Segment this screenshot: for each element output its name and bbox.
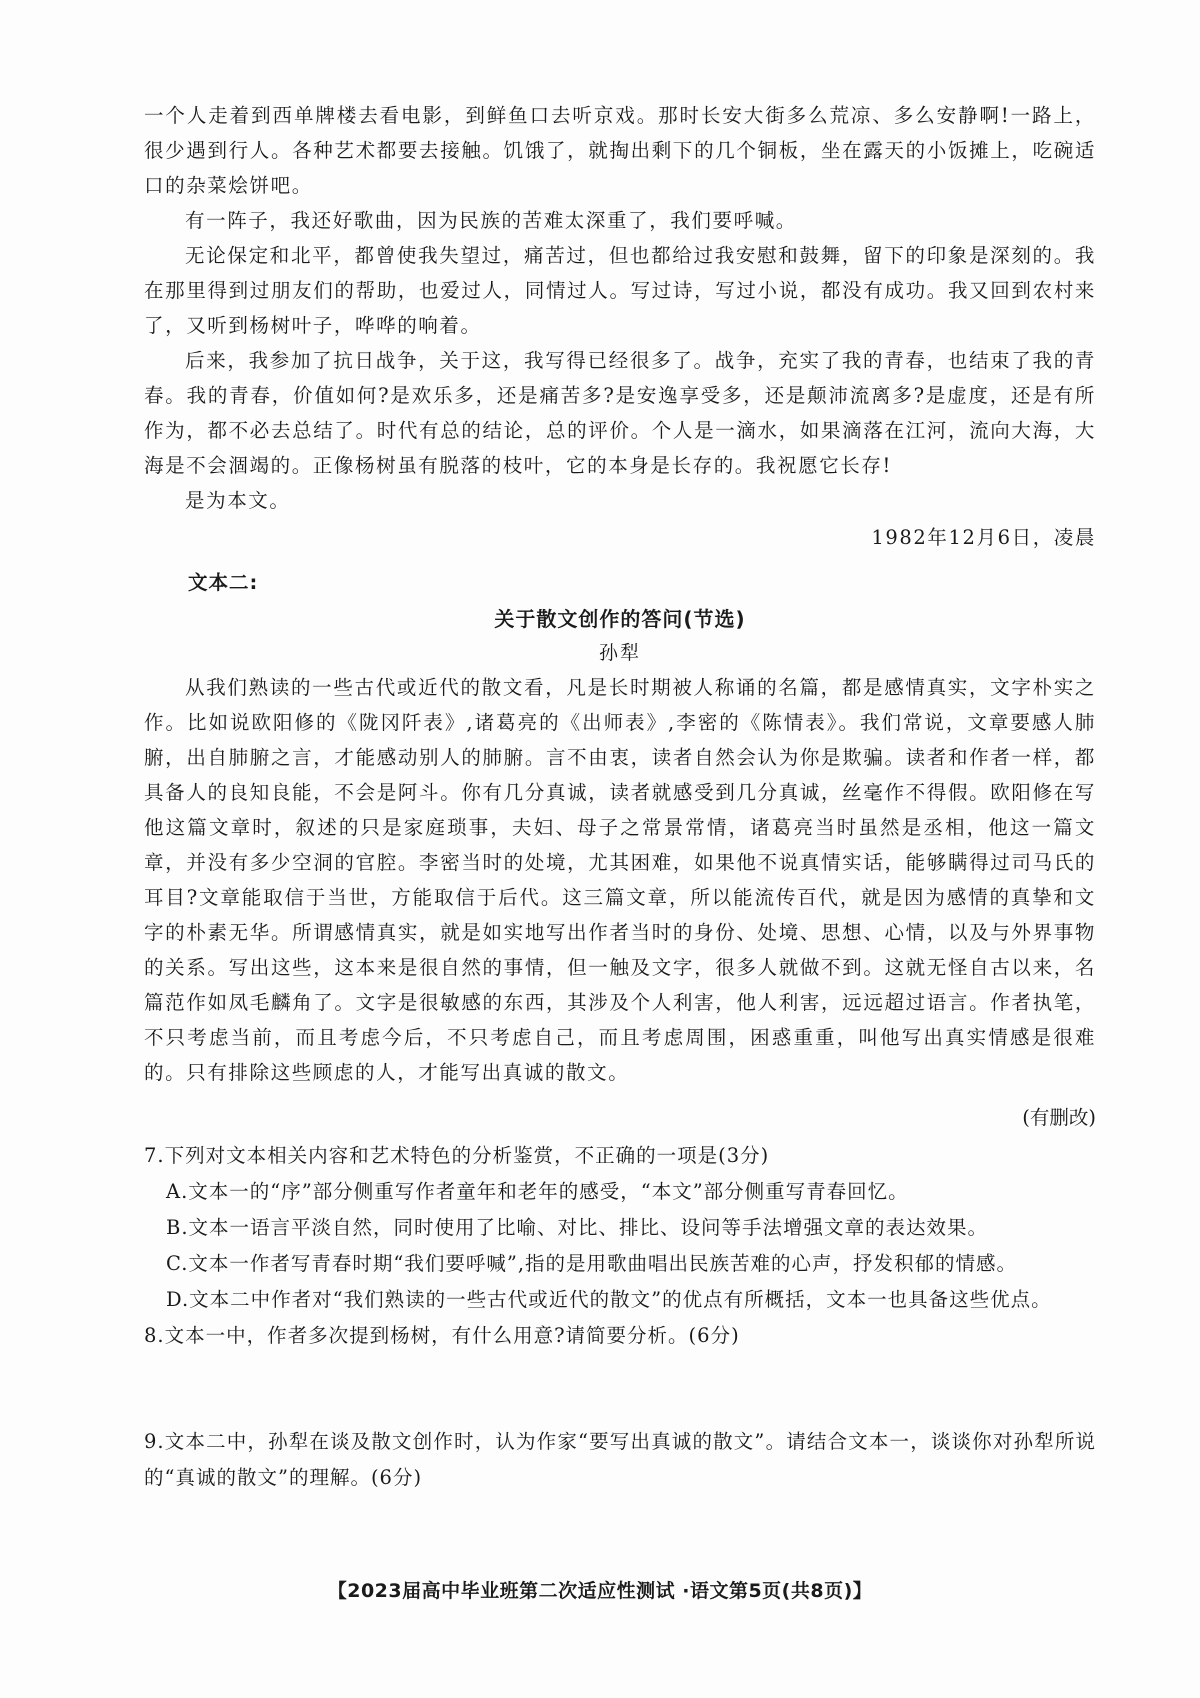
question-9: 9.文本二中，孙犁在谈及散文创作时，认为作家“要写出真诚的散文”。请结合文本一，谈谈你对孙犁所说的“真诚的散文”的理解。(6分): [144, 1430, 1096, 1489]
page-footer: 【2023届高中毕业班第二次适应性测试 ·语文第5页(共8页)】: [327, 1580, 873, 1602]
question-8: 8.文本一中，作者多次提到杨树，有什么用意?请简要分析。(6分): [144, 1324, 740, 1347]
text-one-paragraph-3: 无论保定和北平，都曾使我失望过，痛苦过，但也都给过我安慰和鼓舞，留下的印象是深刻的。我在那里得到过朋友们的帮助，也爱过人，同情过人。写过诗，写过小说，都没有成功。我又回到农村来了，又听到杨树叶子，哗哗的响着。: [144, 244, 1096, 337]
question-7-option-a: A.文本一的“序”部分侧重写作者童年和老年的感受，“本文”部分侧重写青春回忆。: [166, 1180, 909, 1203]
abridged-note: (有删改): [1022, 1106, 1096, 1129]
text-two-label: 文本二:: [188, 571, 259, 594]
question-7-option-d: D.文本二中作者对“我们熟读的一些古代或近代的散文”的优点有所概括，文本一也具备这些优点。: [166, 1288, 1052, 1311]
text-one-date: 1982年12月6日，凌晨: [871, 526, 1096, 549]
page-content: [144, 98, 1096, 1496]
question-7: [144, 1138, 1096, 1318]
question-7-stem: 7.下列对文本相关内容和艺术特色的分析鉴赏，不正确的一项是(3分): [144, 1144, 770, 1167]
question-7-option-b: B.文本一语言平淡自然，同时使用了比喻、对比、排比、设问等手法增强文章的表达效果。: [166, 1216, 989, 1239]
text-two-title: 关于散文创作的答问(节选): [494, 607, 746, 631]
text-one-paragraph-4: 后来，我参加了抗日战争，关于这，我写得已经很多了。战争，充实了我的青春，也结束了我的青春。我的青春，价值如何?是欢乐多，还是痛苦多?是安逸享受多，还是颠沛流离多?是虚度，还是有所作为，都不必去总结了。时代有总的结论，总的评价。个人是一滴水，如果滴落在江河，流向大海，大海是不会涸竭的。正像杨树虽有脱落的枝叶，它的本身是长存的。我祝愿它长存!: [144, 349, 1096, 477]
text-two-author: 孙犁: [598, 642, 641, 664]
text-two-body: 从我们熟读的一些古代或近代的散文看，凡是长时期被人称诵的名篇，都是感情真实，文字朴实之作。比如说欧阳修的《陇冈阡表》,诸葛亮的《出师表》,李密的《陈情表》。我们常说，文章要感人肺腑，出自肺腑之言，才能感动别人的肺腑。言不由衷，读者自然会认为你是欺骗。读者和作者一样，都具备人的良知良能，不会是阿斗。你有几分真诚，读者就感受到几分真诚，丝毫作不得假。欧阳修在写他这篇文章时，叙述的只是家庭琐事，夫妇、母子之常景常情，诸葛亮当时虽然是丞相，他这一篇文章，并没有多少空洞的官腔。李密当时的处境，尤其困难，如果他不说真情实话，能够瞒得过司马氏的耳目?文章能取信于当世，方能取信于后代。这三篇文章，所以能流传百代，就是因为感情的真挚和文字的朴素无华。所谓感情真实，就是如实地写出作者当时的身份、处境、思想、心情，以及与外界事物的关系。写出这些，这本来是很自然的事情，但一触及文字，很多人就做不到。这就无怪自古以来，名篇范作如凤毛麟角了。文字是很敏感的东西，其涉及个人利害，他人利害，远远超过语言。作者执笔，不只考虑当前，而且考虑今后，不只考虑自己，而且考虑周围，困惑重重，叫他写出真实情感是很难的。只有排除这些顾虑的人，才能写出真诚的散文。: [144, 676, 1096, 1084]
text-one-paragraph-1: 一个人走着到西单牌楼去看电影，到鲜鱼口去听京戏。那时长安大街多么荒凉、多么安静啊!一路上，很少遇到行人。各种艺术都要去接触。饥饿了，就掏出剩下的几个铜板，坐在露天的小饭摊上，吃碗适口的杂菜烩饼吧。: [144, 104, 1096, 197]
text-one-paragraph-2: 有一阵子，我还好歌曲，因为民族的苦难太深重了，我们要呼喊。: [185, 209, 797, 232]
question-7-option-c: C.文本一作者写青春时期“我们要呼喊”,指的是用歌曲唱出民族苦难的心声，抒发积郁的情感。: [166, 1252, 1018, 1275]
text-one-paragraph-5: 是为本文。: [185, 489, 291, 512]
